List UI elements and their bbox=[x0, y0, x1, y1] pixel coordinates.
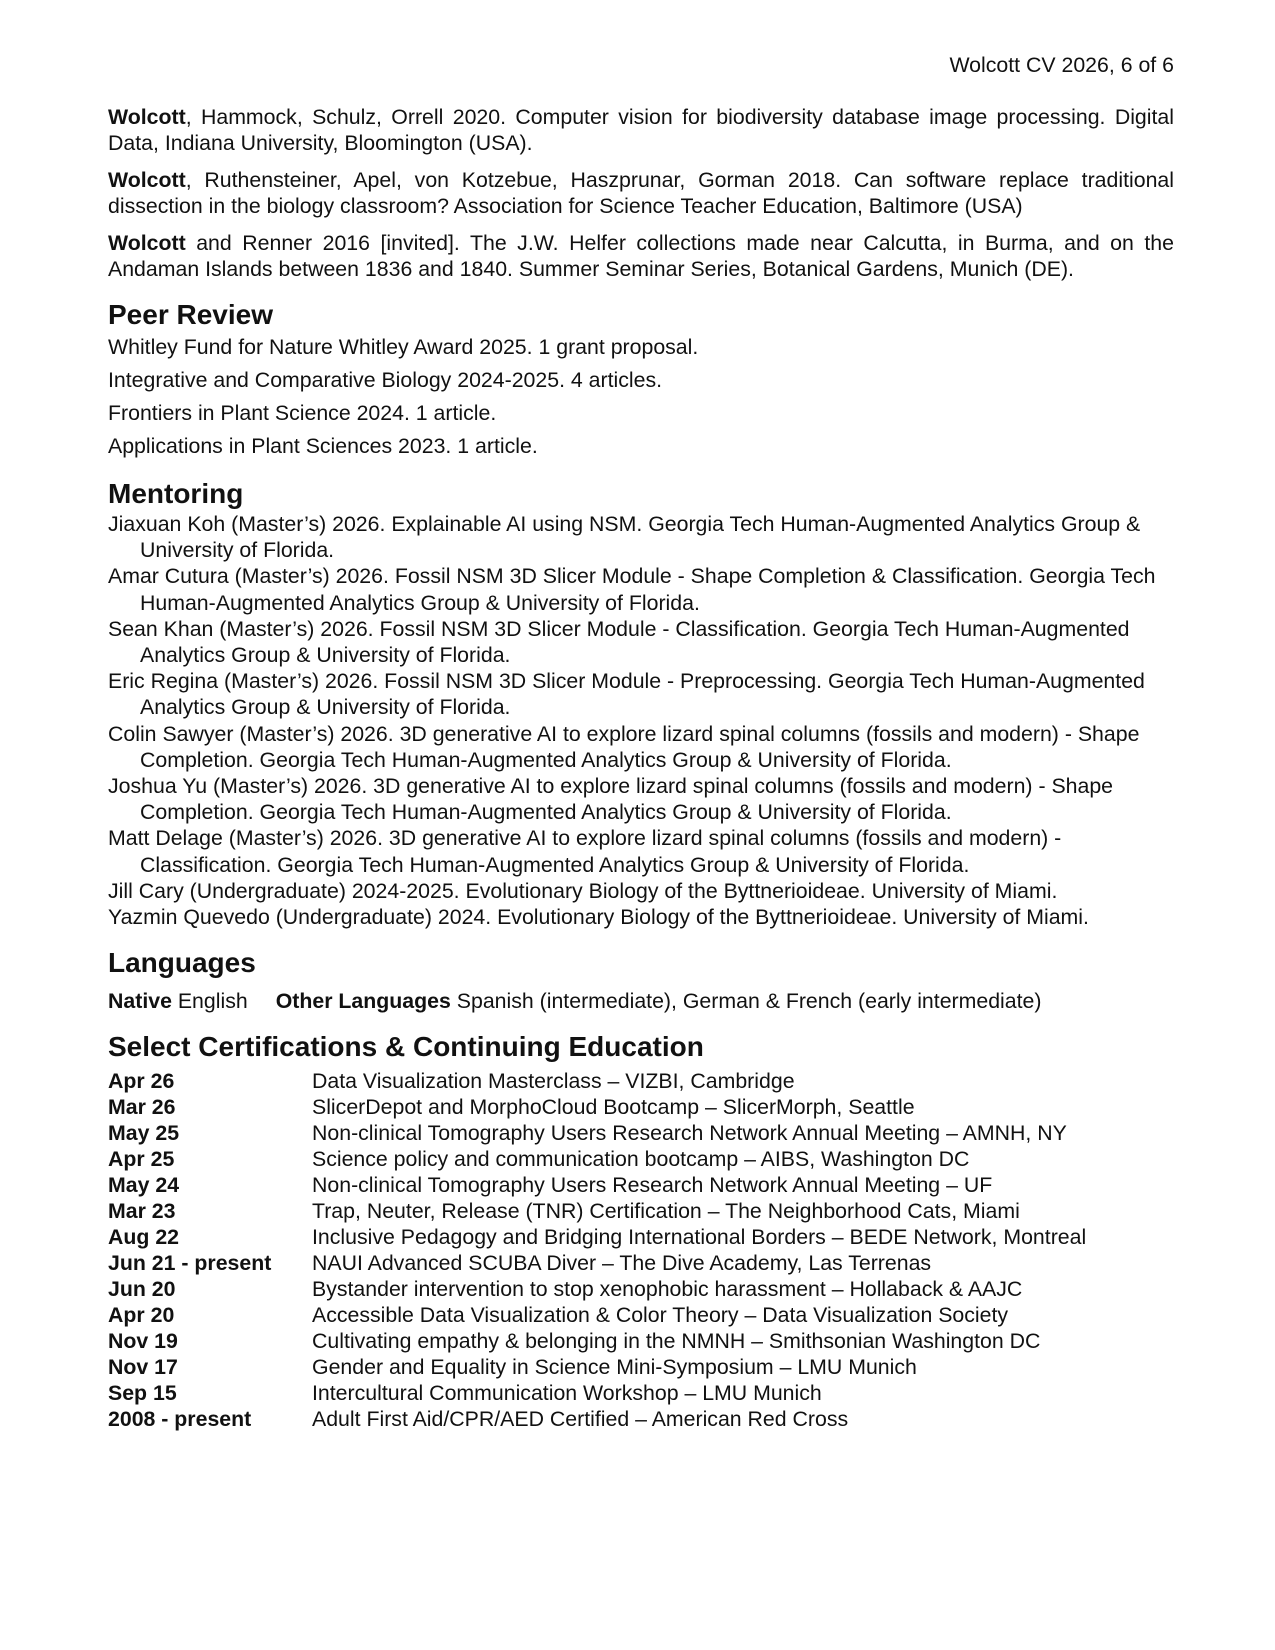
mentee-entry: Amar Cutura (Master’s) 2026. Fossil NSM 3D Slicer Module - Shape Completion & Classification. Georgia Tech Human-Augmented Analytics Group & University of Florida. bbox=[108, 564, 1156, 615]
certification-row bbox=[108, 1354, 1174, 1380]
certification-date: Apr 25 bbox=[108, 1147, 175, 1171]
peer-review-item: Frontiers in Plant Science 2024. 1 article. bbox=[108, 401, 497, 425]
mentee-entry: Joshua Yu (Master’s) 2026. 3D generative AI to explore lizard spinal columns (fossils and modern) - Shape Completion. Georgia Tech Human-Augmented Analytics Group & University of Florida. bbox=[108, 774, 1114, 825]
mentee-entry: Sean Khan (Master’s) 2026. Fossil NSM 3D Slicer Module - Classification. Georgia Tech Human-Augmented Analytics Group & University of Florida. bbox=[108, 616, 1130, 668]
mentee-entry: Matt Delage (Master’s) 2026. 3D generative AI to explore lizard spinal columns (fossils and modern) - Classification. Georgia Tech Human-Augmented Analytics Group & University of Florida. bbox=[108, 826, 1062, 877]
certification-row bbox=[108, 1380, 1174, 1406]
peer-review-heading: Peer Review bbox=[108, 299, 273, 330]
peer-review-item: Whitley Fund for Nature Whitley Award 2025. 1 grant proposal. bbox=[108, 335, 699, 359]
certification-row bbox=[108, 1068, 1174, 1094]
mentoring-heading: Mentoring bbox=[108, 478, 244, 509]
certification-date: May 25 bbox=[108, 1121, 180, 1145]
certification-description: Inclusive Pedagogy and Bridging International Borders – BEDE Network, Montreal bbox=[312, 1225, 1087, 1249]
certification-date: Mar 26 bbox=[108, 1095, 176, 1119]
mentee-entry: Jill Cary (Undergraduate) 2024-2025. Evolutionary Biology of the Byttnerioideae. University of Miami. bbox=[108, 878, 1058, 903]
certification-description: SlicerDepot and MorphoCloud Bootcamp – SlicerMorph, Seattle bbox=[312, 1095, 915, 1119]
certification-description: Adult First Aid/CPR/AED Certified – American Red Cross bbox=[312, 1407, 849, 1431]
presentation-details: , Hammock, Schulz, Orrell 2020. Computer vision for biodiversity database image processing. Digital Data, Indiana University, Bloomington (USA). bbox=[108, 105, 1174, 155]
mentee-entry: Yazmin Quevedo (Undergraduate) 2024. Evolutionary Biology of the Byttnerioideae. University of Miami. bbox=[108, 905, 1089, 930]
mentee-entry: Jiaxuan Koh (Master’s) 2026. Explainable AI using NSM. Georgia Tech Human-Augmented Analytics Group & University of Florida. bbox=[108, 512, 1141, 563]
certification-description: Bystander intervention to stop xenophobic harassment – Hollaback & AAJC bbox=[312, 1277, 1023, 1301]
certification-description: Cultivating empathy & belonging in the NMNH – Smithsonian Washington DC bbox=[312, 1329, 1041, 1353]
certification-date: Apr 20 bbox=[108, 1303, 175, 1327]
certification-row bbox=[108, 1172, 1174, 1198]
certification-date: Jun 21 - present bbox=[108, 1251, 272, 1275]
languages-line bbox=[108, 988, 1174, 1014]
peer-review-item: Integrative and Comparative Biology 2024-2025. 4 articles. bbox=[108, 368, 663, 392]
certification-row bbox=[108, 1302, 1174, 1328]
certification-row bbox=[108, 1224, 1174, 1250]
certification-date: Mar 23 bbox=[108, 1199, 176, 1223]
certification-description: NAUI Advanced SCUBA Diver – The Dive Academy, Las Terrenas bbox=[312, 1251, 932, 1275]
certification-row bbox=[108, 1198, 1174, 1224]
certification-date: May 24 bbox=[108, 1173, 180, 1197]
certification-description: Non-clinical Tomography Users Research Network Annual Meeting – UF bbox=[312, 1173, 993, 1197]
lead-author: Wolcott bbox=[108, 168, 186, 192]
certification-date: 2008 - present bbox=[108, 1407, 252, 1431]
certification-description: Non-clinical Tomography Users Research Network Annual Meeting – AMNH, NY bbox=[312, 1121, 1067, 1145]
presentation-entry bbox=[108, 230, 1174, 282]
certification-date: Nov 17 bbox=[108, 1355, 178, 1379]
other-languages: Spanish (intermediate), German & French (early intermediate) bbox=[456, 989, 1042, 1013]
presentation-details: and Renner 2016 [invited]. The J.W. Helfer collections made near Calcutta, in Burma, and on the Andaman Islands between 1836 and 1840. Summer Seminar Series, Botanical Gardens, Munich (DE). bbox=[108, 231, 1174, 281]
other-languages-label: Other Languages bbox=[275, 989, 451, 1013]
mentoring-section bbox=[108, 477, 1174, 930]
certification-row bbox=[108, 1120, 1174, 1146]
presentations-list bbox=[108, 104, 1174, 293]
native-label: Native bbox=[108, 989, 172, 1013]
certification-description: Accessible Data Visualization & Color Theory – Data Visualization Society bbox=[312, 1303, 1009, 1327]
certification-row bbox=[108, 1276, 1174, 1302]
certification-date: Nov 19 bbox=[108, 1329, 178, 1353]
mentee-entry: Eric Regina (Master’s) 2026. Fossil NSM 3D Slicer Module - Preprocessing. Georgia Tech Human-Augmented Analytics Group & University of Florida. bbox=[108, 669, 1145, 720]
certification-row bbox=[108, 1094, 1174, 1120]
lead-author: Wolcott bbox=[108, 105, 186, 129]
peer-review-section bbox=[108, 298, 1174, 466]
peer-review-item: Applications in Plant Sciences 2023. 1 article. bbox=[108, 434, 538, 458]
mentee-entry: Colin Sawyer (Master’s) 2026. 3D generative AI to explore lizard spinal columns (fossils and modern) - Shape Completion. Georgia Tech Human-Augmented Analytics Group & University of Florida. bbox=[108, 721, 1140, 772]
certifications-heading: Select Certifications & Continuing Education bbox=[108, 1031, 704, 1062]
presentation-entry bbox=[108, 104, 1174, 156]
lead-author: Wolcott bbox=[108, 231, 186, 255]
running-header: Wolcott CV 2026, 6 of 6 bbox=[949, 53, 1174, 77]
languages-heading: Languages bbox=[108, 947, 256, 978]
native-language: English bbox=[177, 989, 248, 1013]
certification-description: Data Visualization Masterclass – VIZBI, Cambridge bbox=[312, 1069, 795, 1093]
certification-date: Jun 20 bbox=[108, 1277, 176, 1301]
languages-section bbox=[108, 946, 1174, 1014]
certification-description: Intercultural Communication Workshop – LMU Munich bbox=[312, 1381, 822, 1405]
certification-date: Aug 22 bbox=[108, 1225, 180, 1249]
certification-row bbox=[108, 1250, 1174, 1276]
presentation-details: , Ruthensteiner, Apel, von Kotzebue, Haszprunar, Gorman 2018. Can software replace traditional dissection in the biology classroom? Association for Science Teacher Education, Baltimore (USA) bbox=[108, 168, 1174, 218]
certification-description: Gender and Equality in Science Mini-Symposium – LMU Munich bbox=[312, 1355, 917, 1379]
certification-description: Trap, Neuter, Release (TNR) Certification – The Neighborhood Cats, Miami bbox=[312, 1199, 1020, 1223]
certification-description: Science policy and communication bootcamp – AIBS, Washington DC bbox=[312, 1147, 970, 1171]
certification-date: Apr 26 bbox=[108, 1069, 175, 1093]
certification-date: Sep 15 bbox=[108, 1381, 177, 1405]
presentation-entry bbox=[108, 167, 1174, 219]
certification-row bbox=[108, 1146, 1174, 1172]
certification-row bbox=[108, 1328, 1174, 1354]
certification-row bbox=[108, 1406, 1174, 1432]
certifications-section bbox=[108, 1030, 1174, 1432]
